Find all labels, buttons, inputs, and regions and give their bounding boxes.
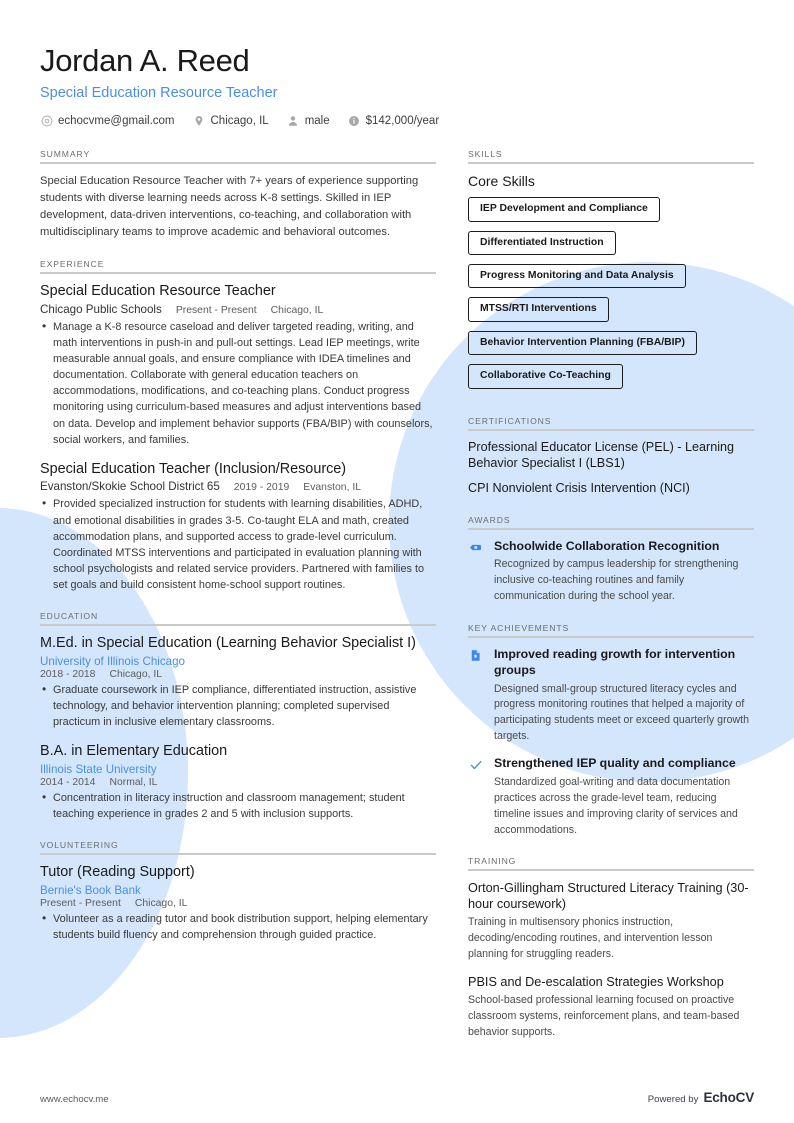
experience-organization: Evanston/Skokie School District 65 — [40, 480, 220, 494]
section-label-volunteering: VOLUNTEERING — [40, 840, 119, 851]
bullet-item: • Manage a K-8 resource caseload and deliver targeted reading, writing, and math interventions in push-in and pull-out settings. Lead IEP meetings, write measurable annual goals, and ensure compliance with IDEA timelines and documentation. Collaborate with general education teachers on accommodations, modifications, and co-teaching plans. Conduct progress monitoring using curriculum-based measures and adjust interventions based on data. Develop and implement behavior supports (FBA/BIP) with counselors, social workers, and families. — [53, 319, 436, 448]
check-icon — [468, 758, 483, 772]
award-body — [494, 539, 754, 605]
section-divider — [468, 869, 754, 871]
section-skills — [468, 149, 754, 398]
section-summary — [40, 149, 436, 241]
section-divider — [40, 853, 436, 855]
info-circle-icon — [348, 114, 361, 127]
experience-entry — [40, 461, 436, 593]
contact-email — [40, 114, 175, 127]
section-label-skills: SKILLS — [468, 149, 503, 160]
training-item — [468, 974, 754, 1041]
experience-location: Chicago, IL — [270, 304, 324, 316]
experience-entry — [40, 283, 436, 448]
volunteering-meta — [40, 898, 436, 909]
section-label-key-achievements: KEY ACHIEVEMENTS — [468, 623, 570, 634]
footer-url[interactable]: www.echocv.me — [40, 1094, 109, 1105]
location-pin-icon — [193, 114, 206, 127]
section-label-training: TRAINING — [468, 856, 517, 867]
training-title: Orton-Gillingham Structured Literacy Training (30-hour coursework) — [468, 881, 749, 912]
section-label-awards: AWARDS — [468, 514, 511, 525]
skill-pill: Differentiated Instruction — [468, 231, 616, 255]
education-meta — [40, 777, 436, 788]
volunteering-location: Chicago, IL — [134, 897, 188, 909]
section-education — [40, 611, 436, 822]
left-column — [40, 149, 436, 961]
experience-title: Special Education Teacher (Inclusion/Resource) — [40, 460, 347, 477]
section-divider — [468, 636, 754, 638]
section-experience — [40, 259, 436, 593]
resume-footer — [0, 1090, 794, 1105]
education-dates: 2014 - 2014 — [40, 776, 96, 788]
footer-branding — [648, 1090, 754, 1105]
bullet-item: • Graduate coursework in IEP compliance, differentiated instruction, assistive technology, and behavior intervention planning; completed supervised practicum in inclusive elementary classrooms. — [53, 682, 436, 730]
education-entry — [40, 743, 436, 822]
contact-salary — [348, 114, 440, 127]
section-divider — [468, 162, 754, 164]
certification-item: Professional Educator License (PEL) - Learning Behavior Specialist I (LBS1) — [468, 439, 735, 470]
achievement-body — [494, 756, 754, 838]
award-title: Schoolwide Collaboration Recognition — [494, 538, 720, 553]
contact-gender — [287, 114, 330, 127]
bullet-item: • Concentration in literacy instruction and classroom management; student teaching experience in grades 2 and 5 with inclusion supports. — [53, 790, 436, 822]
education-school[interactable]: University of Illinois Chicago — [40, 654, 185, 668]
education-location: Chicago, IL — [109, 668, 163, 680]
award-item — [468, 539, 754, 605]
bullet-item: • Provided specialized instruction for students with learning disabilities, ADHD, and emotional disabilities in grades 3-5. Co-taught ELA and math, created accommodation plans, and supported access to grade-level curriculum. Coordinated MTSS interventions and participated in evaluation planning with school psychologists and related service providers. Partnered with families to set goals and build consistent home-school support routines. — [53, 496, 436, 593]
achievement-item — [468, 756, 754, 838]
skill-pill: Behavior Intervention Planning (FBA/BIP) — [468, 331, 697, 355]
experience-title: Special Education Resource Teacher — [40, 283, 276, 300]
at-email-icon — [40, 114, 53, 127]
footer-powered-by-label: Powered by — [647, 1094, 699, 1105]
right-column — [468, 149, 754, 1059]
section-training — [468, 856, 754, 1040]
summary-text: Special Education Resource Teacher with 7+ years of experience supporting students with diverse learning needs across K-8 settings. Skilled in IEP development, data-driven interventions, co-teaching, and collaboration with multidisciplinary teams to improve academic and behavioral outcomes. — [40, 175, 419, 239]
skills-group-title: Core Skills — [468, 173, 535, 190]
education-degree: B.A. in Elementary Education — [40, 743, 228, 760]
achievement-title: Strengthened IEP quality and compliance — [494, 756, 736, 771]
contact-email-label: echocvme@gmail.com — [58, 114, 175, 127]
volunteering-organization[interactable]: Bernie's Book Bank — [40, 883, 141, 897]
contact-location — [193, 114, 269, 127]
training-description: Training in multisensory phonics instruction, decoding/encoding routines, and intervention lesson planning for struggling readers. — [468, 916, 713, 961]
volunteering-role: Tutor (Reading Support) — [40, 864, 195, 881]
skills-list — [468, 197, 754, 398]
contact-gender-label: male — [304, 114, 330, 127]
section-divider — [40, 272, 436, 274]
section-divider — [468, 429, 754, 431]
award-description: Recognized by campus leadership for strengthening inclusive co-teaching routines and family communication during the school year. — [494, 558, 739, 603]
experience-meta — [40, 480, 436, 493]
education-dates: 2018 - 2018 — [40, 668, 96, 680]
section-volunteering — [40, 840, 436, 943]
training-item — [468, 880, 754, 963]
candidate-name: Jordan A. Reed — [40, 43, 250, 78]
experience-bullets — [40, 496, 436, 593]
footer-brand-name: EchoCV — [703, 1090, 754, 1105]
skill-pill: IEP Development and Compliance — [468, 197, 660, 221]
resume-header — [0, 0, 794, 127]
achievement-item — [468, 647, 754, 745]
section-label-experience: EXPERIENCE — [40, 259, 105, 270]
section-awards — [468, 515, 754, 605]
skill-pill: MTSS/RTI Interventions — [468, 297, 609, 321]
contact-location-label: Chicago, IL — [210, 114, 269, 127]
person-icon — [287, 114, 300, 127]
section-divider — [40, 162, 436, 164]
section-label-summary: SUMMARY — [40, 149, 91, 160]
skill-pill: Progress Monitoring and Data Analysis — [468, 264, 686, 288]
education-bullets — [40, 790, 436, 822]
education-bullets — [40, 682, 436, 730]
section-key-achievements — [468, 623, 754, 838]
experience-dates: 2019 - 2019 — [233, 482, 290, 494]
training-title: PBIS and De-escalation Strategies Workshop — [468, 975, 724, 990]
volunteering-dates: Present - Present — [40, 897, 121, 909]
training-description: School-based professional learning focused on proactive classroom systems, reinforcement plans, and team-based behavior supports. — [468, 994, 740, 1038]
candidate-job-title: Special Education Resource Teacher — [40, 85, 278, 102]
education-degree: M.Ed. in Special Education (Learning Behavior Specialist I) — [40, 635, 416, 652]
achievement-body — [494, 647, 754, 745]
education-school[interactable]: Illinois State University — [40, 762, 157, 776]
tag-badge-icon — [468, 541, 483, 554]
achievement-title: Improved reading growth for intervention groups — [494, 647, 736, 677]
section-label-certifications: CERTIFICATIONS — [468, 415, 552, 426]
skill-pill: Collaborative Co-Teaching — [468, 364, 623, 388]
contact-salary-label: $142,000/year — [365, 114, 440, 127]
contact-bar — [40, 114, 754, 127]
education-entry — [40, 635, 436, 730]
volunteering-bullets — [40, 911, 436, 943]
section-certifications — [468, 416, 754, 497]
resume-columns — [0, 127, 794, 1059]
experience-dates: Present - Present — [175, 304, 257, 316]
volunteering-entry — [40, 864, 436, 943]
bullet-item: • Volunteer as a reading tutor and book distribution support, helping elementary students build fluency and comprehension through guided practice. — [53, 911, 436, 943]
section-divider — [468, 528, 754, 530]
certification-item: CPI Nonviolent Crisis Intervention (NCI) — [468, 480, 690, 495]
experience-bullets — [40, 319, 436, 448]
achievement-description: Standardized goal-writing and data documentation practices across the grade-level team, reducing timeline issues and improving clarity of services and accommodations. — [494, 775, 738, 836]
document-icon — [468, 649, 483, 662]
achievement-description: Designed small-group structured literacy cycles and progress monitoring routines that helped a majority of participating students meet or exceed quarterly growth targets. — [494, 682, 749, 743]
section-divider — [40, 624, 436, 626]
experience-location: Evanston, IL — [303, 482, 362, 494]
experience-organization: Chicago Public Schools — [40, 302, 162, 316]
education-meta — [40, 669, 436, 680]
section-label-education: EDUCATION — [40, 611, 99, 622]
experience-meta — [40, 303, 436, 316]
education-location: Normal, IL — [109, 776, 158, 788]
